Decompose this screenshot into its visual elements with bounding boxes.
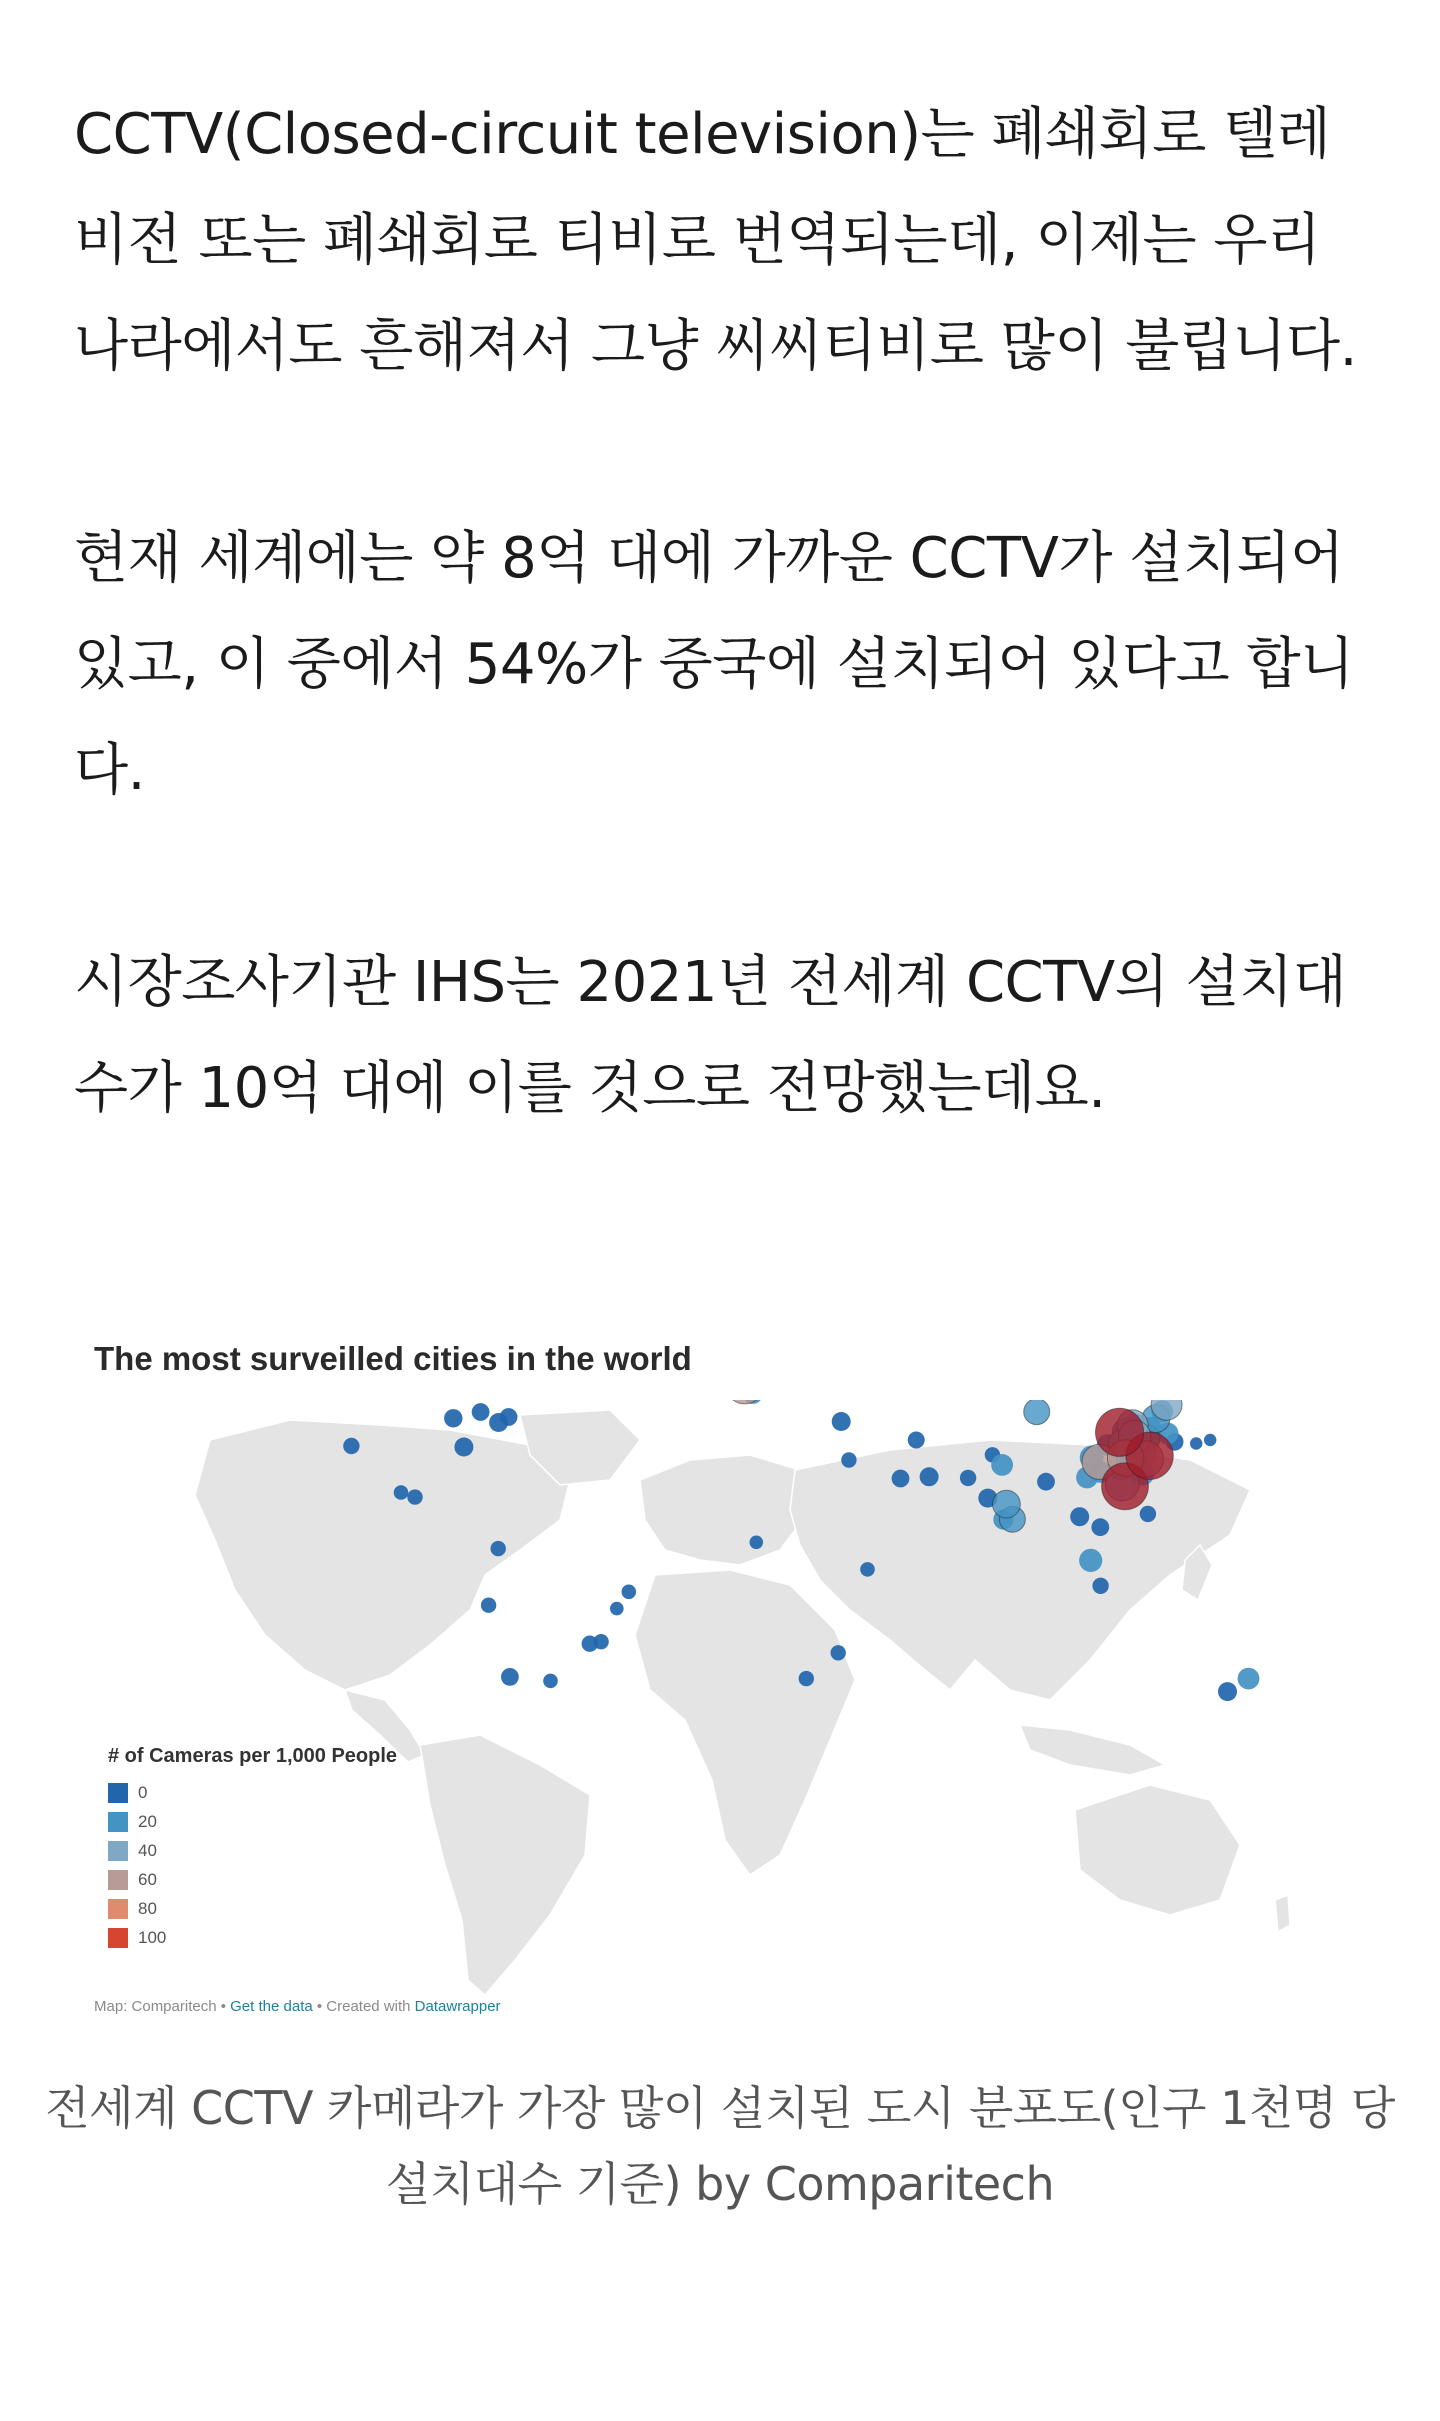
datawrapper-link[interactable]: Datawrapper (414, 1998, 501, 2015)
legend-label: 0 (138, 1782, 148, 1802)
city-point[interactable] (472, 1403, 490, 1421)
city-point[interactable] (1218, 1682, 1237, 1701)
new-zealand-shape (1275, 1895, 1290, 1932)
city-point[interactable] (1024, 1400, 1050, 1425)
city-point[interactable] (491, 1541, 506, 1556)
city-point[interactable] (394, 1485, 409, 1500)
article-paragraph: CCTV(Closed-circuit television)는 폐쇄회로 텔레비전 또는 폐쇄회로 티비로 번역되는데, 이제는 우리나라에서도 흔해져서 그냥 씨씨티비로 많이 불립니다. (74, 102, 1357, 379)
city-point[interactable] (1096, 1408, 1144, 1456)
north-america-shape (195, 1420, 570, 1690)
map-legend (108, 1745, 397, 1952)
australia-shape (1075, 1785, 1240, 1915)
legend-swatch (108, 1870, 128, 1890)
city-point[interactable] (622, 1585, 637, 1600)
legend-item (108, 1894, 397, 1923)
credits-prefix: Map: Comparitech • (94, 1998, 231, 2015)
legend-swatch (108, 1899, 128, 1919)
city-point[interactable] (610, 1602, 624, 1616)
city-point[interactable] (920, 1467, 939, 1486)
city-point[interactable] (799, 1671, 814, 1686)
city-point[interactable] (444, 1409, 462, 1427)
article-paragraph: 시장조사기관 IHS는 2021년 전세계 CCTV의 설치대수가 10억 대에 이를 것으로 전망했는데요. (74, 950, 1347, 1121)
article-body (74, 82, 1374, 1248)
city-point[interactable] (750, 1536, 764, 1550)
city-point[interactable] (860, 1562, 875, 1577)
city-point[interactable] (1190, 1437, 1202, 1449)
city-point[interactable] (1037, 1473, 1055, 1491)
legend-swatch (108, 1783, 128, 1803)
figure-caption: 전세계 CCTV 카메라가 가장 많이 설치된 도시 분포도(인구 1천명 당 설치대수 기준) by Comparitech (45, 2081, 1395, 2211)
city-point[interactable] (908, 1432, 925, 1449)
city-point[interactable] (343, 1438, 359, 1454)
map-figure (90, 1340, 1360, 2030)
legend-swatch (108, 1928, 128, 1948)
legend-swatch (108, 1841, 128, 1861)
legend-item (108, 1778, 397, 1807)
asia-shape (790, 1440, 1250, 1700)
city-point[interactable] (1091, 1518, 1109, 1536)
city-point[interactable] (1079, 1549, 1102, 1572)
city-point[interactable] (1238, 1668, 1260, 1690)
legend-swatch (108, 1812, 128, 1832)
get-the-data-link[interactable]: Get the data (230, 1998, 313, 2015)
europe-shape (640, 1455, 810, 1565)
city-point[interactable] (1140, 1506, 1156, 1522)
city-point[interactable] (960, 1470, 976, 1486)
city-point[interactable] (832, 1412, 851, 1431)
africa-shape (635, 1570, 855, 1875)
map-title: The most surveilled cities in the world (94, 1340, 692, 1377)
city-point[interactable] (407, 1489, 422, 1504)
legend-item (108, 1865, 397, 1894)
city-point[interactable] (841, 1452, 856, 1467)
legend-label: 100 (138, 1927, 167, 1947)
city-point[interactable] (1070, 1507, 1089, 1526)
city-point[interactable] (582, 1636, 598, 1652)
city-point[interactable] (454, 1438, 473, 1457)
southeast-asia-islands-shape (1020, 1725, 1165, 1775)
credits-middle: • Created with (312, 1998, 415, 2015)
legend-label: 40 (138, 1840, 157, 1860)
city-point[interactable] (991, 1454, 1013, 1476)
city-point[interactable] (993, 1490, 1021, 1518)
city-point[interactable] (501, 1668, 519, 1686)
article-paragraph: 현재 세계에는 약 8억 대에 가까운 CCTV가 설치되어 있고, 이 중에서 54%가 중국에 설치되어 있다고 합니다. (74, 526, 1354, 803)
map-credits (94, 1998, 501, 2015)
legend-label: 80 (138, 1898, 157, 1918)
city-point[interactable] (489, 1413, 508, 1432)
legend-label: 20 (138, 1811, 157, 1831)
legend-title: # of Cameras per 1,000 People (108, 1745, 398, 1767)
city-point[interactable] (481, 1598, 496, 1613)
city-point[interactable] (1204, 1434, 1216, 1446)
city-point[interactable] (831, 1645, 846, 1660)
legend-item (108, 1923, 397, 1952)
legend-label: 60 (138, 1869, 157, 1889)
south-america-shape (420, 1735, 590, 1995)
city-point[interactable] (1092, 1578, 1108, 1594)
city-point[interactable] (892, 1470, 910, 1488)
legend-item (108, 1836, 397, 1865)
legend-item (108, 1807, 397, 1836)
city-point[interactable] (543, 1674, 558, 1689)
